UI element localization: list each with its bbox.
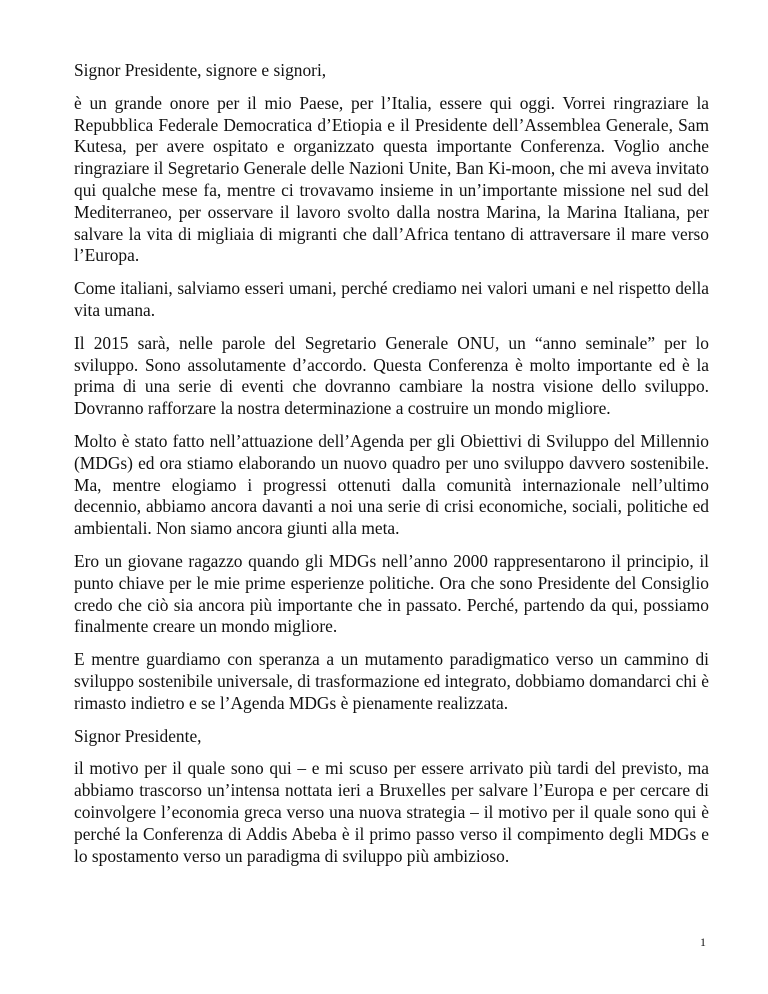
second-salutation: Signor Presidente, [74,725,202,746]
salutation: Signor Presidente, signore e signori, [74,60,327,80]
paragraph-paradigm: E mentre guardiamo con speranza a un mutamento paradigmatico verso un cammino di sviluppo sostenibile universale, di trasformazione ed integrato, dobbiamo domandarci chi è rimasto indietro e se l’Agenda MDGs è pienamente realizzata. [74,649,709,713]
page-number: 1 [700,935,706,949]
paragraph-italians: Come italiani, salviamo esseri umani, perché crediamo nei valori umani e nel rispetto della vita umana. [74,278,709,320]
paragraph-2015: Il 2015 sarà, nelle parole del Segretario Generale ONU, un “anno seminale” per lo sviluppo. Sono assolutamente d’accordo. Questa Conferenza è molto importante ed è la prima di una serie di eventi che dovranno cambiare la nostra visione dello sviluppo. Dovranno rafforzare la nostra determinazione a costruire un mondo migliore. [74,332,709,419]
paragraph-honor: è un grande onore per il mio Paese, per l’Italia, essere qui oggi. Vorrei ringraziare la Repubblica Federale Democratica d’Etiopia e il Presidente dell’Assemblea Generale, Sam Kutesa, per avere ospitato e organizzato questa importante Conferenza. Voglio anche ringraziare il Segretario Generale delle Nazioni Unite, Ban Ki-moon, che mi aveva invitato qui qualche mese fa, mentre ci trovavamo insieme in un’importante missione nel sud del Mediterraneo, per osservare il lavoro svolto dalla nostra Marina, la Marina Italiana, per salvare la vita di migliaia di migranti che dall’Africa tentano di attraversare il mare verso l’Europa. [74,92,709,266]
document-page [74,60,709,878]
paragraph-young: Ero un giovane ragazzo quando gli MDGs nell’anno 2000 rappresentarono il principio, il punto chiave per le mie prime esperienze politiche. Ora che sono Presidente del Consiglio credo che ciò sia ancora più importante che in passato. Perché, partendo da qui, possiamo finalmente creare un mondo migliore. [74,550,709,637]
paragraph-mdgs: Molto è stato fatto nell’attuazione dell’Agenda per gli Obiettivi di Sviluppo del Millennio (MDGs) ed ora stiamo elaborando un nuovo quadro per uno sviluppo davvero sostenibile. Ma, mentre elogiamo i progressi ottenuti dalla comunità internazionale nell’ultimo decennio, abbiamo ancora davanti a noi una serie di crisi economiche, sociali, politiche ed ambientali. Non siamo ancora giunti alla meta. [74,430,709,539]
paragraph-closing: il motivo per il quale sono qui – e mi scuso per essere arrivato più tardi del previsto, ma abbiamo trascorso un’intensa nottata ieri a Bruxelles per salvare l’Europa e per cercare di coinvolgere l’economia greca verso una nuova strategia – il motivo per il quale sono qui è perché la Conferenza di Addis Abeba è il primo passo verso il compimento degli MDGs e lo spostamento verso un paradigma di sviluppo più ambizioso. [74,758,709,866]
